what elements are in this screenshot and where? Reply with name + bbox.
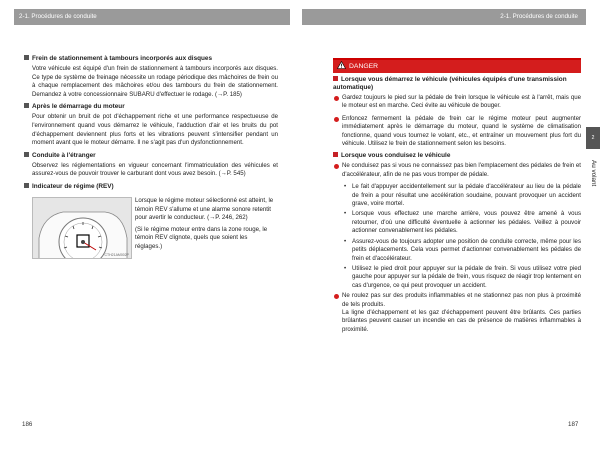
section-title: Indicateur de régime (REV): [24, 183, 278, 191]
paragraph: Lorsque le régime moteur sélectionné est atteint, le témoin REV s'allume et une alarme sonore retentit pour avertir le conducteur. (→P. 246, 262): [135, 196, 274, 222]
warning-item: Ne conduisez pas si vous ne connaissez pas bien l'emplacement des pédales de frein et d'accélérateur, afin de ne pas vous tromper de pédale.: [333, 162, 581, 179]
warning-subitem: • Lorsque vous effectuez une marche arrière, vous pouvez être amené à vous retourner, d'où une difficulté éventuelle à actionner les pédales. Veillez à pouvoir actionner convenablement les pédales.: [344, 210, 581, 235]
page-number-left: 186: [22, 421, 33, 428]
warning-item: Enfoncez fermement la pédale de frein car le régime moteur peut augmenter immédiatement après le démarrage du moteur, quand le système de climatisation fonctionne, quand vous tournez le volant, etc., et entraîner un mouvement plus fort du véhicule. Utilisez le frein de stationnement selon les besoins.: [333, 115, 581, 149]
tachometer-gauge-icon: [33, 198, 132, 259]
image-caption: CTH21AM002P: [104, 252, 129, 257]
rev-indicator-block: [24, 197, 278, 277]
page-number-right: 187: [568, 421, 579, 428]
warning-title: Lorsque vous conduisez le véhicule: [333, 152, 581, 160]
tachometer-illustration: [32, 197, 132, 259]
danger-banner: [333, 58, 581, 73]
warning-item: Ne roulez pas sur des produits inflammables et ne stationnez pas non plus à proximité de tels produits.: [333, 292, 581, 309]
right-column: [333, 76, 581, 334]
warning-subitem: • Le fait d'appuyer accidentellement sur la pédale d'accélérateur au lieu de la pédale de frein a pour résultat une accélération soudaine, pouvant provoquer un accident grave, voire mortel.: [344, 183, 581, 208]
left-column: [24, 55, 278, 277]
section-title: Frein de stationnement à tambours incorporés aux disques: [24, 55, 278, 63]
warning-subitem: • Utilisez le pied droit pour appuyer sur la pédale de frein. Si vous utilisez votre pied gauche pour appuyer sur la pédale de frein, vous risquez de réagir trop lentement en cas d'urgence, ce qui peut provoquer un accident.: [344, 264, 581, 289]
section-body: Votre véhicule est équipé d'un frein de stationnement à tambours incorporés aux disques. Ce type de système de freinage nécessite un rodage périodique des mâchoires de frein ou à chaque remplacement des mâchoires et/ou des tambours du frein de stationnement. Demandez à votre concessionnaire SUBARU d'effectuer le rodage. (→P. 185): [32, 65, 278, 98]
warning-item: Gardez toujours le pied sur la pédale de frein lorsque le véhicule est à l'arrêt, mais que le moteur est en marche. Ceci évite au véhicule de bouger.: [333, 94, 581, 111]
warning-title: Lorsque vous démarrez le véhicule (véhicules équipés d'une transmission automatique): [333, 76, 567, 91]
danger-bar: DANGER: [333, 60, 581, 73]
section-title: Après le démarrage du moteur: [24, 103, 278, 111]
paragraph: (Si le régime moteur entre dans la zone rouge, le témoin REV clignote, quels que soient les réglages.): [135, 225, 268, 250]
warning-triangle-icon: [337, 61, 346, 74]
header-right: 2-1. Procédures de conduite: [302, 9, 586, 25]
warning-item-continuation: La ligne d'échappement et les gaz d'échappement peuvent être brûlants. Ces parties brûlantes peuvent causer un incendie en cas de présence de matières inflammables à proximité.: [342, 308, 581, 333]
section-body: Observez les réglementations en vigueur concernant l'immatriculation des véhicules et assurez-vous de pouvoir trouver le carburant dont vous avez besoin. (→P. 545): [32, 161, 278, 178]
rev-description: [135, 197, 275, 255]
section-title: Conduite à l'étranger: [24, 152, 278, 160]
warning-subitem: • Assurez-vous de toujours adopter une position de conduite correcte, même pour les petits déplacements. Cela vous permet d'actionner convenablement les pédales de frein et d'accélérateur.: [344, 237, 581, 262]
chapter-label: Au volant: [590, 160, 597, 187]
chapter-tab: 2: [586, 127, 600, 149]
header-left: 2-1. Procédures de conduite: [14, 9, 290, 25]
section-body: Pour obtenir un bruit de pot d'échappement riche et une performance respectueuse de l'environnement quand vous démarrez le véhicule, l'adduction d'air et les bruits du pot d'échappement deviennent plus forts et les vibrations peuvent s'intensifier pendant un moment avant que le moteur démarre. Il ne s'agit pas d'un dysfonctionnement.: [32, 113, 278, 147]
